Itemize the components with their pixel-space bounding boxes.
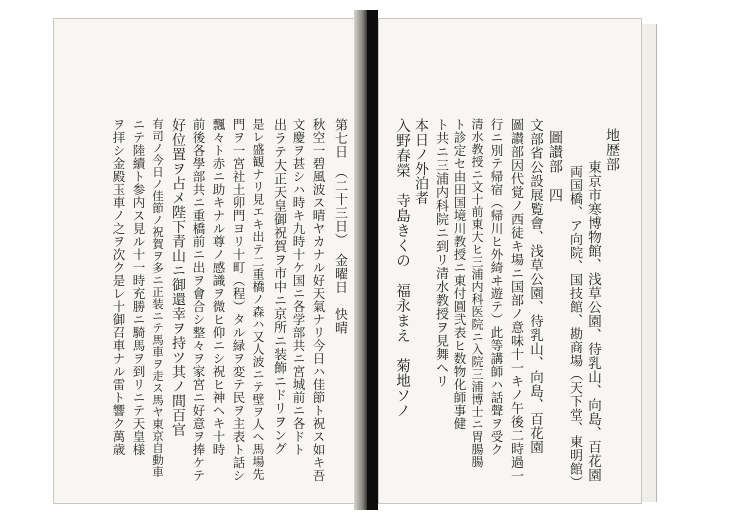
right-line-4: 圖讃部 四 — [547, 130, 563, 203]
right-line-1: 地歴部 — [604, 128, 620, 172]
right-line-11: 本日ノ外泊者 — [413, 118, 429, 205]
right-line-10: ト共ニ三浦内科院ニ到リ清水教授ヲ見舞ヘリ — [433, 118, 448, 388]
left-line-10: 有司ノ今日ノ佳節ノ祝賀ヲ多ニ正装ニテ馬車ヲ走ス馬ヤ東京自動車 — [151, 118, 165, 478]
left-line-9: 好位置ヲ占メ陛下青山ニ御還幸ヲ持ツ其ノ間百官 — [170, 118, 186, 437]
left-line-3: 文慶ヲ甚シハ時キ九時十ケ国ニ各学部共ニ宮城前ニ各ドト — [291, 118, 306, 456]
left-line-5: 是レ盛観ナリ見エキ出テ二重橋ノ森ハ又人波ニテ壁ヲ人ヘ馬場先 — [251, 118, 265, 481]
right-line-8: 清水教授ニ文十前東大ヒ三浦内科医院ニ入院三浦博士ニ胃腸腸 — [470, 118, 484, 468]
left-line-8: 前後各學部共ニ重橋前ニ出ヲ會合シ整々ヲ家宮ニ好意ヲ捧ケテ — [191, 118, 206, 482]
book-spine — [367, 10, 378, 510]
right-line-9: ト診定セ由田国境川教授ニ東付圓弐表ヒ数物化師事健 — [452, 118, 467, 430]
left-line-7: 飄々ト赤ニ助キナル尊ノ感識ヲ微ヒ仰ニシ祝ヒ神ヘキ十時 — [211, 118, 226, 456]
right-line-5: 文部省公設展覧會、浅草公園、待乳山、向島、百花園 — [527, 118, 543, 454]
left-line-6: 門ヲ一宮社土卯門ヨリ十町（程）タル緑ヲ変テ民ヲ主表ト話シ — [231, 118, 246, 482]
right-line-2: 東京市寒博物館、浅草公園、待乳山、向島、百花園 — [585, 160, 601, 482]
right-line-3: 両国橋、ア向院、国技館、勘商場（天下堂、東明館） — [567, 165, 582, 489]
left-line-4: 出ラテ大正天皇御祝賀ヲ市中ニ京所ニ装飾ニドリヲング — [271, 118, 286, 456]
left-line-2: 秋空一碧風波ス晴ヤカナル好天氣ナリ今日ハ佳節ト祝ス如キ吾 — [311, 118, 326, 482]
gutter-shadow — [354, 10, 368, 510]
right-line-12: 入野春榮 寺島きくの 福永まえ 菊地ソノ — [394, 118, 410, 418]
right-line-6: 圖讃部因代覚ノ西徒キ場ニ国部ノ意味十一キノ午後二時過一 — [508, 118, 523, 483]
left-line-1: 第七日 （二十三日） 金曜日 快晴 — [332, 118, 347, 335]
right-line-7: 行ニ別テ帰宿（帰川ヒ外綺ヰ遊テ）此等講師ハ話聲ヲ受ク — [489, 118, 504, 456]
left-line-11: ニテ陸續ト参内ス見ル十一時充勝ニ騎馬ヲ到リニテ天皇様 — [131, 118, 146, 456]
left-line-12: ヲ拝シ金殿玉車ノ之ヲ次ク是レ十御召車ナル雷ト響ク萬歳 — [111, 118, 126, 456]
